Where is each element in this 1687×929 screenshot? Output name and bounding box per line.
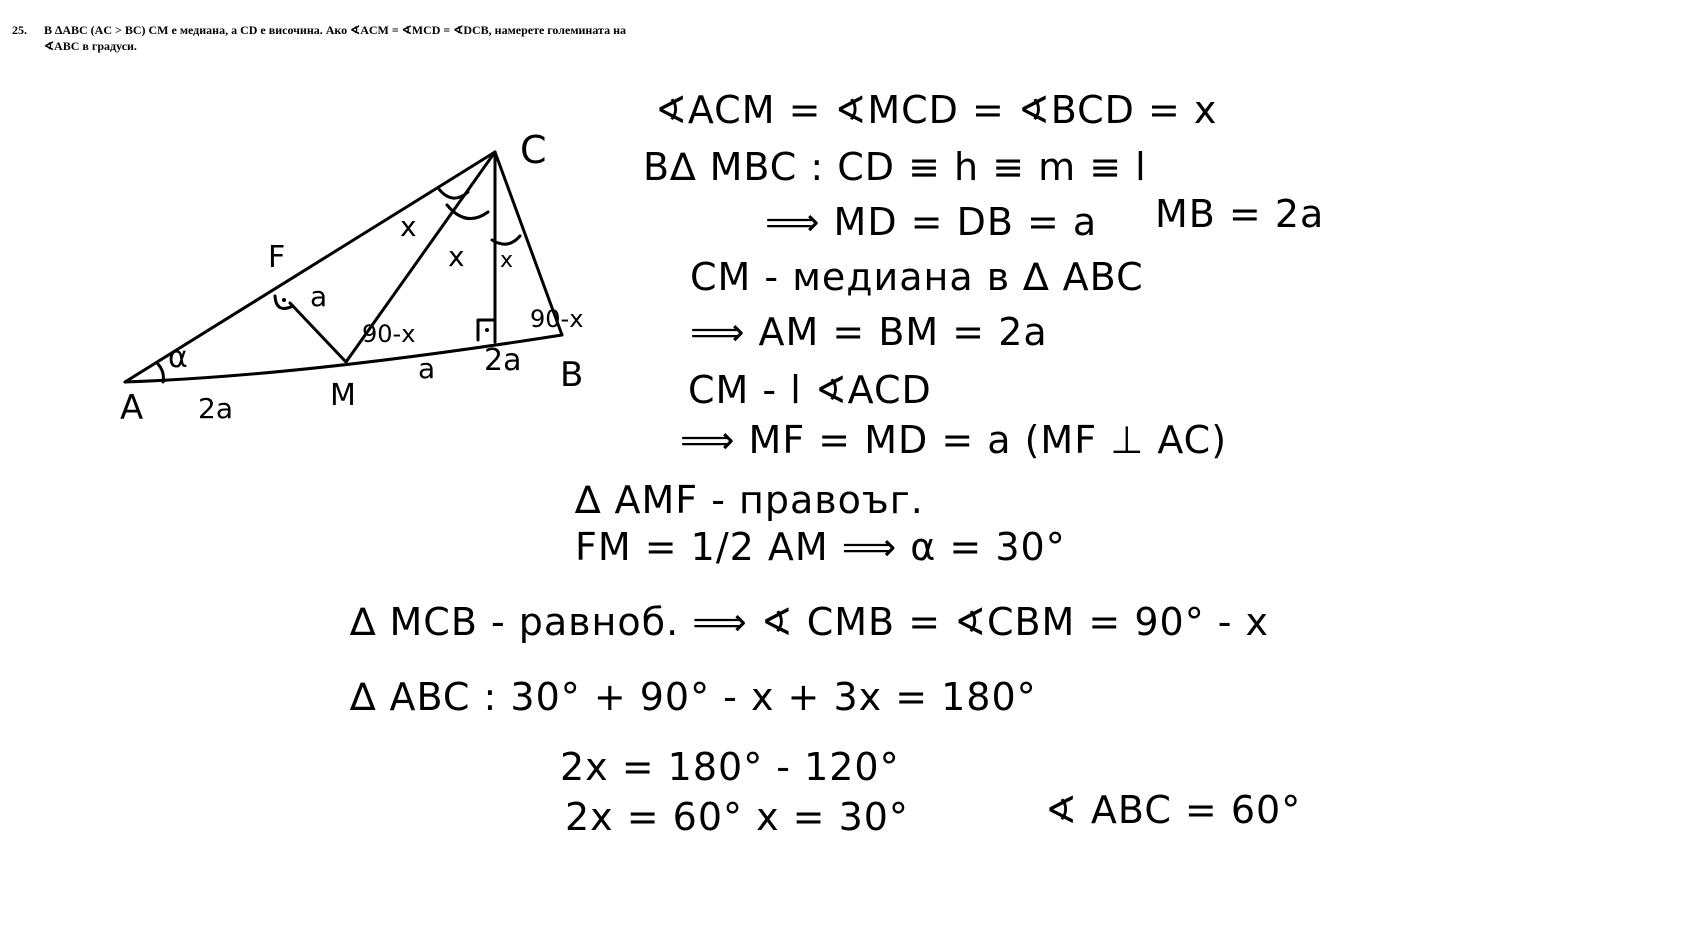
solution-line-1: ∢ACM = ∢MCD = ∢BCD = x — [655, 88, 1218, 132]
solution-line-11: ∆ MCB - равноб. ⟹ ∢ CMB = ∢CBM = 90° - x — [350, 600, 1270, 644]
angle-cbm-label: 90-x — [530, 305, 584, 333]
solution-line-15: ∢ ABC = 60° — [1045, 788, 1302, 832]
vertex-m-label: M — [330, 378, 356, 413]
vertex-b-label: B — [560, 355, 584, 395]
segment-fm-label: a — [310, 280, 328, 313]
arc-c-1 — [438, 188, 468, 198]
solution-line-9: ∆ AMF - правоъг. — [575, 478, 924, 522]
solution-line-7: CM - l ∢ACD — [688, 368, 932, 412]
solution-line-4: MB = 2a — [1155, 192, 1325, 236]
solution-line-5: CM - медиана в ∆ ABC — [690, 255, 1144, 299]
solution-line-6: ⟹ AM = BM = 2a — [690, 310, 1048, 354]
vertex-c-label: C — [520, 128, 547, 172]
segment-mb-label: 2a — [484, 343, 522, 378]
solution-line-10: FM = 1/2 AM ⟹ α = 30° — [575, 525, 1066, 569]
problem-number: 25. — [12, 23, 27, 37]
angle-alpha-label: α — [168, 340, 188, 375]
solution-line-2: В∆ MBC : CD ≡ h ≡ m ≡ l — [643, 145, 1147, 189]
vertex-a-label: A — [120, 388, 144, 428]
solution-line-13: 2x = 180° - 120° — [560, 745, 900, 789]
solution-line-14: 2x = 60° x = 30° — [565, 795, 909, 839]
solution-line-3: ⟹ MD = DB = a — [765, 200, 1098, 244]
segment-am-label: 2a — [198, 392, 233, 425]
angle-x-label-1: x — [400, 210, 417, 243]
angle-x-label-3: x — [500, 248, 514, 273]
angle-cmb-label: 90-x — [362, 320, 416, 348]
angle-x-label-2: x — [448, 240, 465, 273]
problem-text: В ∆ABC (AC > BC) CM е медиана, а CD е височина. Ако ∢ACM = ∢MCD = ∢DCB, намерете големината на ∢ABC в градуси. — [44, 23, 626, 53]
solution-line-12: ∆ ABC : 30° + 90° - x + 3x = 180° — [350, 675, 1037, 719]
solution-line-8: ⟹ MF = MD = a (MF ⊥ AC) — [680, 418, 1228, 462]
segment-md-label: a — [418, 352, 436, 385]
point-f-label: F — [268, 240, 286, 275]
arc-c-2 — [447, 205, 488, 219]
